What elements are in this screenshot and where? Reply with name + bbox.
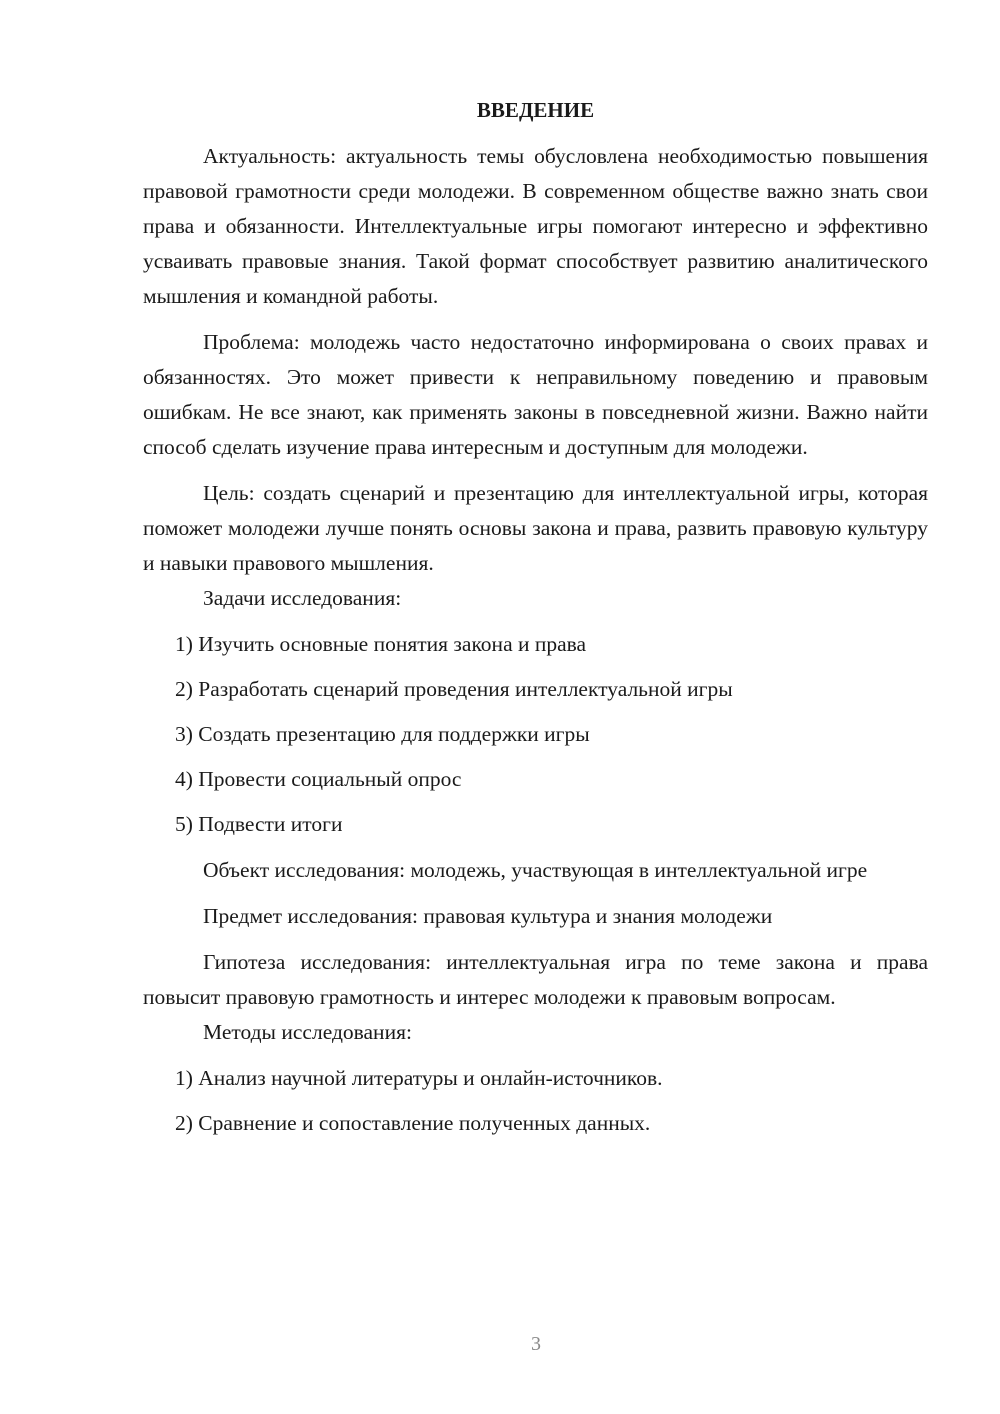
- methods-list: [143, 1061, 928, 1141]
- document-page: [143, 92, 928, 1141]
- tasks-list: [143, 627, 928, 842]
- relevance-paragraph: Актуальность: актуальность темы обусловлена необходимостью повышения правовой грамотности среди молодежи. В современном обществе важно знать свои права и обязанности. Интеллектуальные игры помогают интересно и эффективно усваивать правовые знания. Такой формат способствует развитию аналитического мышления и командной работы.: [143, 144, 928, 308]
- subject-paragraph: Предмет исследования: правовая культура и знания молодежи: [203, 904, 773, 928]
- list-item: 4) Провести социальный опрос: [175, 767, 462, 791]
- tasks-heading: Задачи исследования:: [203, 586, 402, 610]
- hypothesis-paragraph: Гипотеза исследования: интеллектуальная игра по теме закона и права повысит правовую грамотность и интерес молодежи к правовым вопросам.: [143, 950, 928, 1009]
- list-item: 5) Подвести итоги: [175, 812, 343, 836]
- goal-paragraph: Цель: создать сценарий и презентацию для интеллектуальной игры, которая поможет молодежи лучше понять основы закона и права, развить правовую культуру и навыки правового мышления.: [143, 481, 928, 575]
- problem-paragraph: Проблема: молодежь часто недостаточно информирована о своих правах и обязанностях. Это может привести к неправильному поведению и правовым ошибкам. Не все знают, как применять законы в повседневной жизни. Важно найти способ сделать изучение права интересным и доступным для молодежи.: [143, 330, 928, 459]
- page-number: 3: [531, 1333, 541, 1355]
- list-item: 1) Анализ научной литературы и онлайн-источников.: [175, 1066, 663, 1090]
- list-item: 2) Сравнение и сопоставление полученных данных.: [175, 1111, 651, 1135]
- section-heading: ВВЕДЕНИЕ: [476, 98, 595, 122]
- list-item: 3) Создать презентацию для поддержки игры: [175, 722, 590, 746]
- list-item: 2) Разработать сценарий проведения интеллектуальной игры: [175, 677, 733, 701]
- methods-heading: Методы исследования:: [203, 1020, 412, 1044]
- object-paragraph: Объект исследования: молодежь, участвующая в интеллектуальной игре: [203, 858, 868, 882]
- list-item: 1) Изучить основные понятия закона и права: [175, 632, 587, 656]
